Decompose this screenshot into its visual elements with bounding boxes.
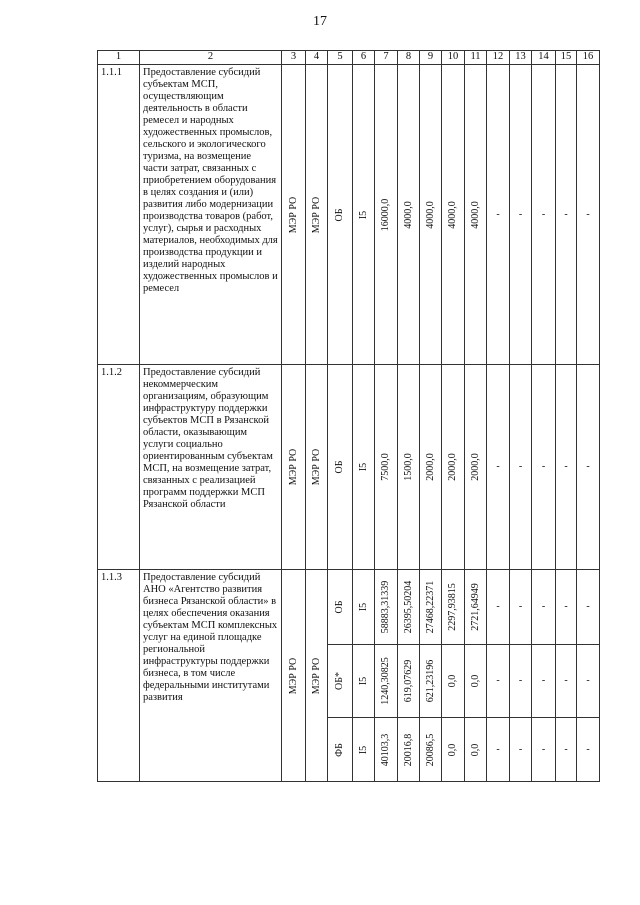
cell-text: 2000,0 bbox=[424, 453, 436, 481]
cell-text: I5 bbox=[357, 745, 369, 754]
cell-year bbox=[398, 365, 420, 570]
cell-text: 20016,8 bbox=[402, 733, 414, 766]
table-row bbox=[98, 65, 600, 365]
cell-source bbox=[328, 365, 353, 570]
cell-text: ОБ bbox=[334, 460, 345, 474]
cell-text: - bbox=[586, 461, 590, 472]
cell-year bbox=[398, 718, 420, 782]
cell-text: ОБ* bbox=[334, 672, 345, 690]
cell-text: МЭР РО bbox=[310, 448, 322, 486]
cell-text: - bbox=[541, 601, 546, 612]
header-cell: 10 bbox=[442, 51, 465, 65]
cell-year bbox=[442, 365, 465, 570]
cell-text: 0,0 bbox=[447, 674, 458, 688]
cell-text: ОБ bbox=[334, 208, 345, 221]
cell-text: - bbox=[541, 743, 546, 755]
cell-code bbox=[353, 718, 375, 782]
header-cell: 8 bbox=[398, 51, 420, 65]
row-description: Предоставление субсидий АНО «Агентство развития бизнеса Рязанской области» в целях обеспечения оказания субъектам МСП комплексных услуг на единой площадке региональной инфраструктуры поддержки бизнеса, в том числе федеральными институтами развития bbox=[140, 570, 282, 782]
cell-code bbox=[353, 645, 375, 718]
cell-code bbox=[353, 365, 375, 570]
header-cell: 13 bbox=[510, 51, 532, 65]
cell-text: 40103,3 bbox=[380, 733, 391, 766]
cell-text: 4000,0 bbox=[447, 200, 458, 229]
header-cell: 15 bbox=[556, 51, 577, 65]
cell-text: ФБ bbox=[334, 742, 345, 757]
cell-text: - bbox=[518, 461, 523, 472]
table-row bbox=[98, 365, 600, 570]
cell-year bbox=[442, 570, 465, 645]
cell-year bbox=[420, 718, 442, 782]
cell-text: 2721,64949 bbox=[469, 583, 481, 631]
header-cell: 11 bbox=[465, 51, 487, 65]
cell-year bbox=[442, 65, 465, 365]
cell-year bbox=[487, 718, 510, 782]
cell-text: - bbox=[586, 675, 590, 686]
cell-total bbox=[375, 65, 398, 365]
header-cell: 14 bbox=[532, 51, 556, 65]
cell-source bbox=[328, 718, 353, 782]
cell-text: 4000,0 bbox=[402, 200, 414, 229]
cell-year bbox=[556, 718, 577, 782]
header-row bbox=[98, 51, 600, 65]
cell-text: ОБ bbox=[334, 600, 345, 614]
cell-text: 4000,0 bbox=[469, 200, 481, 229]
cell-text: 1500,0 bbox=[402, 453, 414, 481]
header-cell: 12 bbox=[487, 51, 510, 65]
cell-text: - bbox=[564, 208, 568, 220]
cell-source bbox=[328, 65, 353, 365]
cell-text: 26395,50204 bbox=[402, 580, 414, 634]
cell-text: - bbox=[518, 743, 523, 755]
cell-text: - bbox=[586, 601, 590, 612]
header-cell: 4 bbox=[306, 51, 328, 65]
cell-text: 0,0 bbox=[469, 674, 481, 688]
row-number: 1.1.1 bbox=[98, 65, 140, 365]
cell-text: 1240,30825 bbox=[380, 657, 391, 705]
cell-year bbox=[532, 718, 556, 782]
cell-text: - bbox=[496, 208, 500, 220]
cell-text: МЭР РО bbox=[310, 196, 322, 233]
cell-year bbox=[442, 718, 465, 782]
cell-year bbox=[532, 365, 556, 570]
cell-year bbox=[465, 645, 487, 718]
cell-total bbox=[375, 718, 398, 782]
cell-total bbox=[375, 645, 398, 718]
cell-text: 0,0 bbox=[469, 743, 481, 756]
cell-coexecutor bbox=[306, 65, 328, 365]
cell-year bbox=[577, 718, 600, 782]
cell-executor bbox=[282, 65, 306, 365]
cell-year bbox=[577, 570, 600, 645]
cell-text: 2000,0 bbox=[469, 453, 481, 481]
cell-code bbox=[353, 570, 375, 645]
row-description: Предоставление субсидий некоммерческим организациям, образующим инфраструктуру поддержки субъектов МСП в Рязанской области, оказывающим услуги социально ориентированным субъектам МСП, на возмещение затрат, связанных с реализацией программ поддержки МСП Рязанской области bbox=[140, 365, 282, 570]
cell-text: - bbox=[541, 208, 546, 220]
cell-text: - bbox=[496, 675, 500, 686]
cell-text: 621,23196 bbox=[424, 659, 436, 703]
cell-source bbox=[328, 570, 353, 645]
cell-year bbox=[420, 570, 442, 645]
cell-year bbox=[532, 645, 556, 718]
header-cell: 2 bbox=[140, 51, 282, 65]
cell-year bbox=[398, 570, 420, 645]
cell-text: I5 bbox=[357, 462, 369, 472]
cell-text: - bbox=[564, 675, 568, 686]
cell-text: - bbox=[518, 675, 523, 686]
cell-year bbox=[577, 645, 600, 718]
cell-year bbox=[487, 65, 510, 365]
cell-text: - bbox=[541, 675, 546, 686]
cell-year bbox=[556, 645, 577, 718]
cell-coexecutor bbox=[306, 365, 328, 570]
cell-text: - bbox=[564, 601, 568, 612]
cell-total bbox=[375, 365, 398, 570]
header-cell: 5 bbox=[328, 51, 353, 65]
cell-year bbox=[510, 570, 532, 645]
cell-text: - bbox=[564, 461, 568, 472]
cell-coexecutor bbox=[306, 570, 328, 782]
cell-text: - bbox=[541, 461, 546, 472]
cell-year bbox=[556, 365, 577, 570]
cell-year bbox=[442, 645, 465, 718]
cell-year bbox=[420, 65, 442, 365]
cell-text: 2297,93815 bbox=[447, 583, 458, 631]
cell-code bbox=[353, 65, 375, 365]
header-cell: 3 bbox=[282, 51, 306, 65]
cell-year bbox=[420, 365, 442, 570]
cell-text: I5 bbox=[357, 676, 369, 686]
cell-text: 20086,5 bbox=[424, 733, 436, 766]
cell-text: - bbox=[564, 743, 568, 755]
cell-text: - bbox=[518, 208, 523, 220]
cell-text: 2000,0 bbox=[447, 453, 458, 481]
cell-text: МЭР РО bbox=[287, 657, 299, 694]
header-cell: 9 bbox=[420, 51, 442, 65]
cell-year bbox=[532, 65, 556, 365]
cell-year bbox=[465, 718, 487, 782]
cell-executor bbox=[282, 365, 306, 570]
cell-text: 0,0 bbox=[447, 743, 458, 756]
cell-year bbox=[398, 645, 420, 718]
cell-text: - bbox=[586, 743, 590, 755]
cell-year bbox=[487, 365, 510, 570]
cell-text: I5 bbox=[357, 602, 369, 612]
cell-year bbox=[532, 570, 556, 645]
cell-year bbox=[465, 65, 487, 365]
header-cell: 16 bbox=[577, 51, 600, 65]
cell-executor bbox=[282, 570, 306, 782]
cell-year bbox=[510, 645, 532, 718]
cell-year bbox=[510, 65, 532, 365]
cell-text: - bbox=[496, 461, 500, 472]
cell-text: - bbox=[496, 601, 500, 612]
cell-year bbox=[487, 570, 510, 645]
cell-text: МЭР РО bbox=[287, 196, 299, 233]
cell-year bbox=[510, 365, 532, 570]
cell-text: I5 bbox=[357, 210, 369, 219]
cell-source bbox=[328, 645, 353, 718]
cell-text: МЭР РО bbox=[310, 657, 322, 694]
cell-year bbox=[420, 645, 442, 718]
header-cell: 7 bbox=[375, 51, 398, 65]
row-number: 1.1.2 bbox=[98, 365, 140, 570]
cell-year bbox=[577, 65, 600, 365]
cell-text: 619,07629 bbox=[402, 659, 414, 703]
row-description: Предоставление субсидий субъектам МСП, осуществляющим деятельность в области ремесел и народных художественных промыслов, сельского и экологического туризма, на возмещение части затрат, связанных с приобретением оборудования в целях создания и (или) развития либо модернизации производства товаров (работ, услуг), сырья и расходных материалов, необходимых для производства продукции и изделий народных художественных промыслов и ремесел bbox=[140, 65, 282, 365]
cell-text: 16000,0 bbox=[380, 198, 391, 231]
cell-year bbox=[510, 718, 532, 782]
cell-year bbox=[487, 645, 510, 718]
cell-year bbox=[556, 65, 577, 365]
budget-table bbox=[97, 50, 600, 782]
cell-text: 4000,0 bbox=[424, 200, 436, 229]
cell-year bbox=[465, 365, 487, 570]
cell-text: 27468,22371 bbox=[424, 580, 436, 634]
cell-year bbox=[577, 365, 600, 570]
header-cell: 6 bbox=[353, 51, 375, 65]
cell-year bbox=[556, 570, 577, 645]
header-cell: 1 bbox=[98, 51, 140, 65]
cell-year bbox=[398, 65, 420, 365]
row-number: 1.1.3 bbox=[98, 570, 140, 782]
cell-text: - bbox=[518, 601, 523, 612]
cell-text: - bbox=[496, 743, 500, 755]
cell-year bbox=[465, 570, 487, 645]
cell-total bbox=[375, 570, 398, 645]
cell-text: МЭР РО bbox=[287, 448, 299, 486]
cell-text: - bbox=[586, 208, 590, 220]
cell-text: 7500,0 bbox=[380, 453, 391, 481]
page-number: 17 bbox=[313, 14, 327, 29]
table-row bbox=[98, 570, 600, 645]
cell-text: 58883,31339 bbox=[380, 580, 391, 634]
